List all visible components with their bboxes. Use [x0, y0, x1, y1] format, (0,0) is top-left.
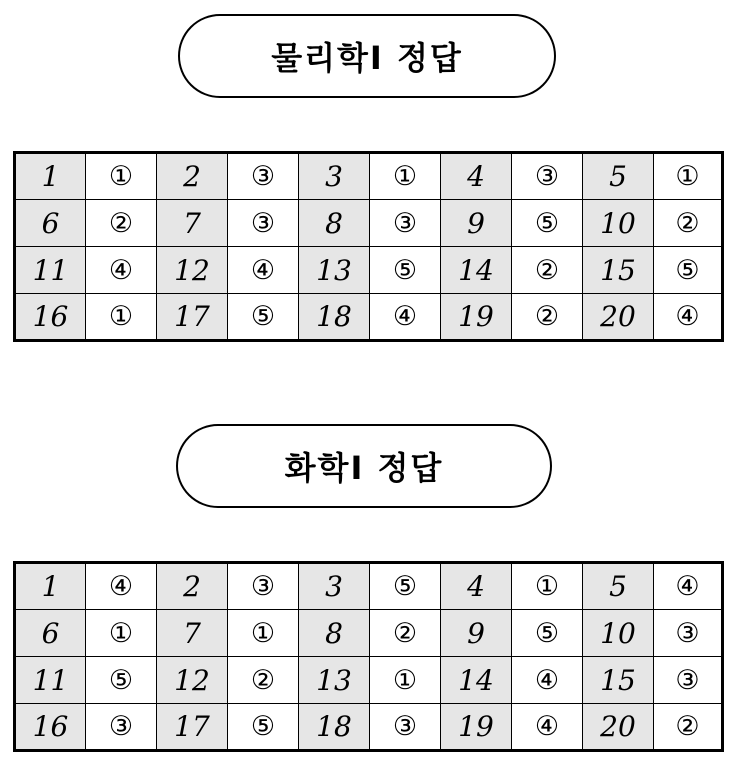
answer-choice: ⑤	[228, 294, 299, 341]
answer-choice: ③	[512, 153, 583, 200]
answer-choice: ③	[228, 563, 299, 610]
chemistry-answer-title-box	[176, 424, 552, 508]
answer-choice: ①	[228, 610, 299, 657]
question-number: 14	[441, 247, 512, 294]
question-number: 3	[299, 153, 370, 200]
question-number: 6	[15, 200, 86, 247]
answer-choice: ①	[370, 153, 441, 200]
answer-choice: ①	[512, 563, 583, 610]
answer-choice: ①	[86, 294, 157, 341]
chemistry-answer-table	[13, 561, 724, 752]
answer-choice: ②	[654, 704, 723, 751]
question-number: 4	[441, 563, 512, 610]
question-number: 16	[15, 294, 86, 341]
answer-row	[15, 247, 723, 294]
question-number: 1	[15, 153, 86, 200]
answer-choice: ③	[654, 657, 723, 704]
answer-row	[15, 200, 723, 247]
answer-row	[15, 704, 723, 751]
question-number: 1	[15, 563, 86, 610]
physics-answer-title-box	[178, 14, 556, 98]
answer-choice: ②	[512, 294, 583, 341]
question-number: 13	[299, 657, 370, 704]
answer-choice: ④	[228, 247, 299, 294]
question-number: 4	[441, 153, 512, 200]
answer-choice: ④	[654, 563, 723, 610]
answer-choice: ①	[86, 153, 157, 200]
answer-choice: ④	[370, 294, 441, 341]
answer-choice: ②	[512, 247, 583, 294]
answer-choice: ⑤	[654, 247, 723, 294]
question-number: 9	[441, 610, 512, 657]
answer-choice: ③	[228, 200, 299, 247]
answer-choice: ③	[86, 704, 157, 751]
question-number: 18	[299, 294, 370, 341]
question-number: 8	[299, 610, 370, 657]
question-number: 5	[583, 153, 654, 200]
question-number: 10	[583, 610, 654, 657]
answer-row	[15, 657, 723, 704]
answer-choice: ⑤	[370, 563, 441, 610]
question-number: 9	[441, 200, 512, 247]
question-number: 2	[157, 153, 228, 200]
chemistry-answer-title: 화학Ⅰ 정답	[284, 449, 444, 487]
answer-choice: ④	[512, 704, 583, 751]
question-number: 18	[299, 704, 370, 751]
question-number: 12	[157, 657, 228, 704]
question-number: 5	[583, 563, 654, 610]
answer-choice: ④	[86, 563, 157, 610]
answer-choice: ⑤	[512, 200, 583, 247]
question-number: 15	[583, 657, 654, 704]
physics-answer-title: 물리학Ⅰ 정답	[271, 39, 463, 77]
question-number: 3	[299, 563, 370, 610]
question-number: 7	[157, 610, 228, 657]
answer-choice: ③	[654, 610, 723, 657]
answer-row	[15, 294, 723, 341]
answer-choice: ④	[86, 247, 157, 294]
question-number: 6	[15, 610, 86, 657]
question-number: 8	[299, 200, 370, 247]
question-number: 2	[157, 563, 228, 610]
question-number: 19	[441, 294, 512, 341]
question-number: 16	[15, 704, 86, 751]
answer-choice: ②	[228, 657, 299, 704]
answer-choice: ③	[370, 200, 441, 247]
answer-choice: ⑤	[512, 610, 583, 657]
answer-row	[15, 563, 723, 610]
physics-answer-table	[13, 151, 724, 342]
question-number: 14	[441, 657, 512, 704]
question-number: 20	[583, 704, 654, 751]
answer-row	[15, 610, 723, 657]
answer-choice: ⑤	[86, 657, 157, 704]
answer-choice: ②	[86, 200, 157, 247]
question-number: 15	[583, 247, 654, 294]
question-number: 20	[583, 294, 654, 341]
question-number: 10	[583, 200, 654, 247]
question-number: 12	[157, 247, 228, 294]
answer-row	[15, 153, 723, 200]
answer-choice: ①	[654, 153, 723, 200]
answer-choice: ②	[370, 610, 441, 657]
question-number: 19	[441, 704, 512, 751]
answer-choice: ⑤	[228, 704, 299, 751]
answer-choice: ①	[86, 610, 157, 657]
question-number: 17	[157, 294, 228, 341]
answer-choice: ③	[228, 153, 299, 200]
question-number: 13	[299, 247, 370, 294]
answer-choice: ⑤	[370, 247, 441, 294]
answer-choice: ①	[370, 657, 441, 704]
answer-choice: ②	[654, 200, 723, 247]
answer-choice: ④	[512, 657, 583, 704]
question-number: 11	[15, 657, 86, 704]
question-number: 17	[157, 704, 228, 751]
answer-choice: ③	[370, 704, 441, 751]
answer-choice: ④	[654, 294, 723, 341]
question-number: 11	[15, 247, 86, 294]
question-number: 7	[157, 200, 228, 247]
